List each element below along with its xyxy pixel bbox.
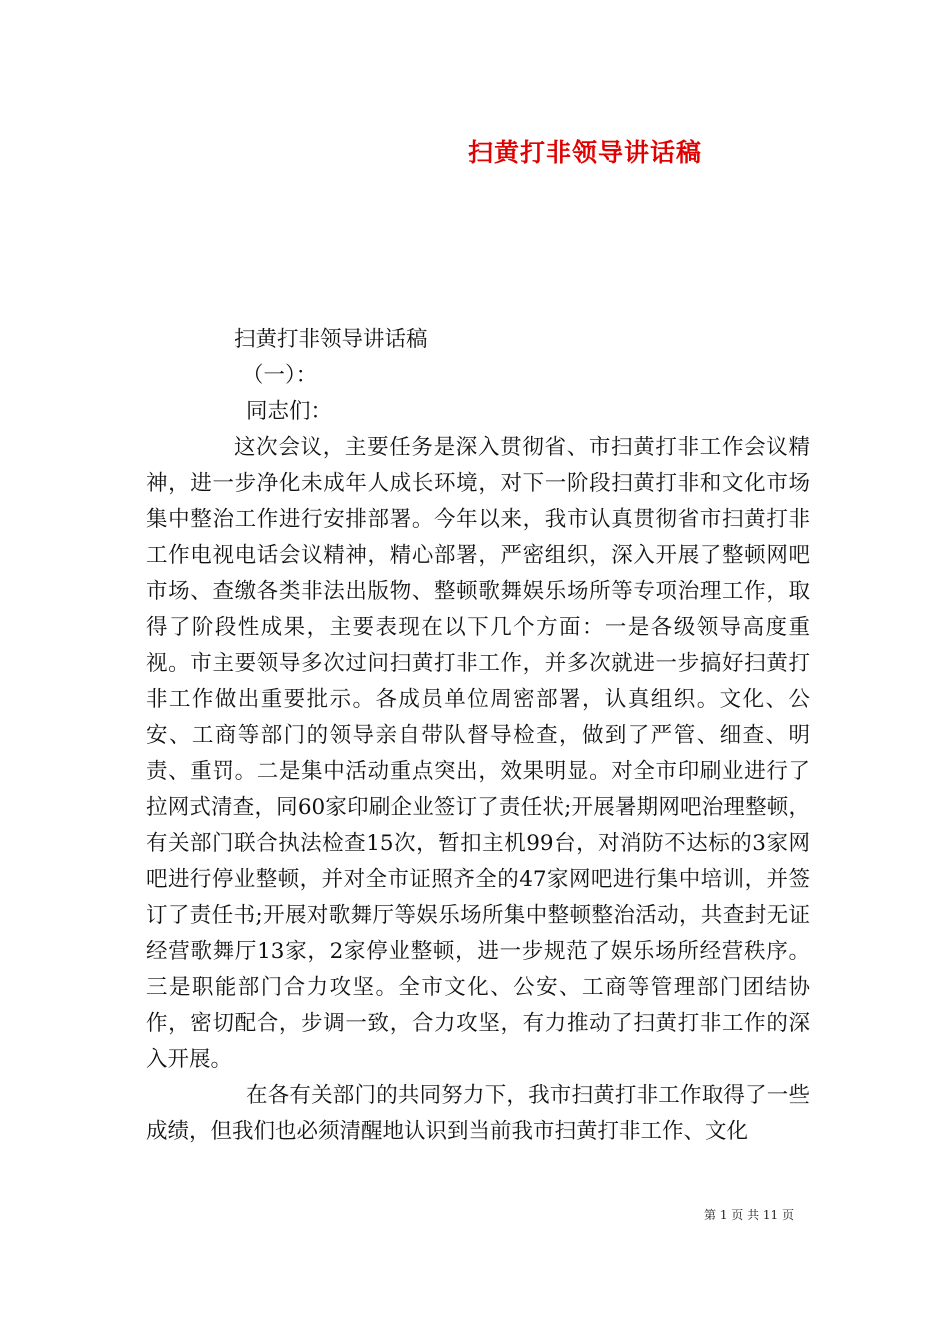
document-subtitle: 扫黄打非领导讲话稿	[234, 327, 428, 352]
body-paragraph: 在各有关部门的共同努力下，我市扫黄打非工作取得了一些成绩，但我们也必须清醒地认识到当前我市扫黄打非工作、文化	[146, 1083, 810, 1144]
salutation: 同志们：	[246, 399, 333, 424]
section-mark: （一）：	[242, 363, 318, 388]
page-number: 第 1 页 共 11 页	[704, 1208, 794, 1222]
document-body	[146, 322, 810, 1150]
body-paragraph: 这次会议，主要任务是深入贯彻省、市扫黄打非工作会议精神，进一步净化未成年人成长环境，对下一阶段扫黄打非和文化市场集中整治工作进行安排部署。今年以来，我市认真贯彻省市扫黄打非工作电视电话会议精神，精心部署，严密组织，深入开展了整顿网吧市场、查缴各类非法出版物、整顿歌舞娱乐场所等专项治理工作，取得了阶段性成果，主要表现在以下几个方面：一是各级领导高度重视。市主要领导多次过问扫黄打非工作，并多次就进一步搞好扫黄打非工作做出重要批示。各成员单位周密部署，认真组织。文化、公安、工商等部门的领导亲自带队督导检查，做到了严管、细查、明责、重罚。二是集中活动重点突出，效果明显。对全市印刷业进行了拉网式清查，同60家印刷企业签订了责任状;开展暑期网吧治理整顿，有关部门联合执法检查15次，暂扣主机99台，对消防不达标的3家网吧进行停业整顿，并对全市证照齐全的47家网吧进行集中培训，并签订了责任书;开展对歌舞厅等娱乐场所集中整顿整治活动，共查封无证经营歌舞厅13家，2家停业整顿，进一步规范了娱乐场所经营秩序。三是职能部门合力攻坚。全市文化、公安、工商等管理部门团结协作，密切配合，步调一致，合力攻坚，有力推动了扫黄打非工作的深入开展。	[146, 435, 810, 1072]
page-title: 扫黄打非领导讲话稿	[467, 138, 702, 167]
